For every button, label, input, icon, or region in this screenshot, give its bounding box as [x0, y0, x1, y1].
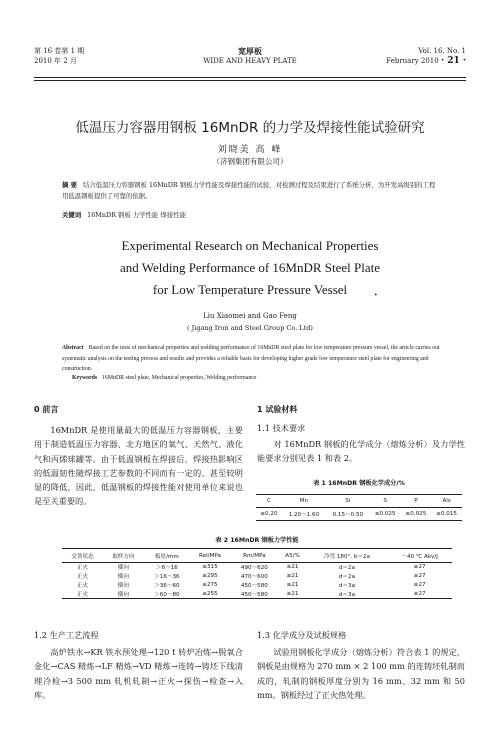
table-row: [62, 572, 452, 581]
table-cell: ≥27: [413, 590, 426, 597]
keywords-cn: [62, 210, 440, 219]
heading-intro: 0 前言: [34, 405, 59, 414]
table-header-cell: S: [370, 495, 401, 508]
table-cell: ≥255: [202, 590, 218, 597]
table-header-cell: Rel/MPa: [190, 549, 230, 563]
table-row: [62, 563, 452, 572]
process-flow-text: 高炉铁水→KR 铁水预处理→120 t 转炉冶炼→脱氧合金化→CAS 精炼→LF 精炼→VD 精炼→连铸→铸坯下线清理冷检→3 500 mm 轧机轧制→正火→探伤→检查→入库。: [34, 647, 243, 700]
table-cell: 横向: [117, 565, 129, 572]
abstract-en-label: Abstract: [62, 345, 84, 351]
keywords-en-text: 16MnDR steel plate, Mechanical properties, Welding performance: [102, 375, 257, 381]
table-cell: 正火: [76, 591, 89, 598]
table-cell: d＝3a: [338, 583, 355, 589]
table-header-row: [256, 495, 462, 508]
tech-req-text: 对 16MnDR 钢板的化学成分（熔炼分析）及力学性能要求分别见表 1 和表 2。: [257, 439, 465, 464]
table-cell: ≥27: [413, 564, 426, 571]
affiliation-cn: （济钢集团有限公司）: [212, 157, 288, 166]
table-cell: d＝3a: [338, 591, 355, 598]
table-cell: ＞36～60: [154, 583, 180, 589]
table-cell: ≤0.025: [374, 511, 396, 517]
table-cell: ≥21: [286, 590, 299, 597]
table-header-cell: 冷弯 180°, b＝2a: [307, 549, 388, 563]
header-rule-thin: [34, 80, 466, 81]
table-header-cell: C: [256, 495, 282, 508]
table-header-cell: P: [401, 495, 432, 508]
table-cell: d＝2a: [338, 565, 355, 572]
table2-caption: 表 2 16MnDR 钢板力学性能: [215, 537, 299, 544]
header-issue: 第 16 卷第 1 期 2010 年 2 月: [34, 47, 85, 65]
authors-cn: 刘晓美 高 峰: [217, 145, 283, 155]
table-cell: ≥21: [286, 582, 299, 588]
table-cell: 470～600: [240, 574, 268, 580]
table-cell: ≥21: [286, 564, 299, 571]
table-cell: ≥275: [202, 582, 218, 588]
keywords-cn-label: 关键词: [62, 211, 82, 219]
abstract-en: [62, 343, 440, 375]
title-en: Experimental Research on Mechanical Properties and Welding Performance of 16MnDR Steel Plate for Low Temperature Pressure Vessel: [119, 238, 381, 297]
table-header-cell: 交货状态: [62, 549, 103, 563]
table-cell: ＞16～36: [154, 574, 180, 580]
footnote-mark: •: [374, 292, 378, 299]
table-cell: ≤0.025: [405, 511, 427, 517]
table-cell: 0.15～0.50: [332, 512, 364, 518]
table-header-cell: Als: [431, 495, 462, 508]
table-cell: ≤0.20: [260, 511, 278, 517]
table-cell: 490～620: [240, 565, 268, 572]
table-header-cell: 取样方向: [103, 549, 144, 563]
heading-process-flow: 1.2 生产工艺流程: [34, 630, 99, 640]
table-cell: 正火: [76, 583, 89, 589]
table-cell: ≥295: [202, 573, 218, 579]
table-cell: 横向: [117, 574, 129, 580]
keywords-cn-text: 16MnDR 钢板 力学性能 焊接性能: [87, 211, 186, 219]
abstract-en-text: Based on the tests of mechanical properties and welding performance of 16MnDR steel plate for low temperature pressure vessel, the article carries out systematic analysis on the testing process and results and provides a reliable basis for developing higher grade low temperature steel plate for engineering and construction.: [62, 345, 440, 372]
table-row: [256, 508, 462, 521]
heading-tech-req: 1.1 技术要求: [257, 423, 306, 433]
table1-chemical-composition: [256, 494, 462, 521]
header-journal: 宽厚板 WIDE AND HEAVY PLATE: [203, 46, 297, 65]
abstract-cn-text: 结合低温压力容器钢板 16MnDR 钢板力学性能及焊接性能的试验，对检测过程及结果进行了系统分析，为开发高级别的工程用低温钢板提供了可靠的依据。: [62, 181, 436, 200]
header-rule-thick: [34, 77, 466, 78]
table-row: [62, 581, 452, 590]
table-cell: 1.20～1.60: [288, 512, 320, 518]
keywords-en-label: Keywords: [72, 375, 98, 381]
table-cell: 正火: [76, 574, 89, 580]
table-header-cell: Mn: [282, 495, 326, 508]
table-cell: d＝2a: [338, 574, 355, 580]
page-number: · 21 ·: [440, 56, 466, 66]
table-header-cell: Si: [326, 495, 370, 508]
table1-caption: 表 1 16MnDR 钢板化学成分/%: [313, 480, 405, 487]
keywords-en: [72, 375, 440, 381]
abstract-cn-label: 摘 要: [62, 181, 78, 189]
title-cn: 低温压力容器用钢板 16MnDR 的力学及焊接性能试验研究: [75, 120, 425, 136]
table-cell: 横向: [117, 583, 129, 589]
table-cell: ≥21: [286, 573, 299, 579]
table-cell: ≥315: [202, 564, 218, 571]
table-cell: ≥27: [413, 573, 426, 579]
table-cell: 450～580: [240, 583, 268, 589]
intro-text: 16MnDR 是使用量最大的低温压力容器钢板，主要用于制造低温压力容器、北方地区的氧气、天然气、液化气和丙烯球罐等。由于低温钢板在焊接后，焊接热影响区的低温韧性随焊接工艺参数的不同而有一定的、甚至较明显的降低，因此，低温钢板的焊接性能对使用单位来说也是至关重要的。: [34, 425, 243, 507]
running-header: [34, 46, 466, 76]
table-header-row: [62, 549, 452, 563]
table-header-cell: 板厚/mm: [144, 549, 190, 563]
table-header-cell: A5/%: [279, 549, 307, 563]
table-cell: ≥27: [413, 582, 426, 588]
table-cell: 450～580: [240, 591, 268, 598]
authors-en: Liu Xiaomei and Gao Feng: [203, 312, 297, 320]
header-volume: Vol. 16. No. 1 February 2010 · 21 ·: [386, 47, 466, 66]
heading-materials: 1 试验材料: [257, 405, 298, 414]
abstract-cn: [62, 180, 440, 202]
table-cell: 正火: [76, 565, 89, 572]
table-cell: ＞6～16: [155, 565, 178, 572]
table-header-cell: Rm/MPa: [230, 549, 279, 563]
composition-spec-text: 试验用钢板化学成分（熔炼分析）符合表 1 的规定，钢板是由规格为 270 mm × 2 100 mm 的连铸坯轧制而成的，轧制的钢板厚度分别为 16 mm、32 mm 和 50 mm。钢板经过了正火热处理。: [257, 647, 465, 700]
table-header-cell: －40 ℃ Akv/J: [387, 549, 452, 563]
heading-composition-spec: 1.3 化学成分及试板规格: [257, 630, 347, 640]
table-cell: ＞60～80: [154, 591, 180, 598]
table-cell: 横向: [117, 591, 129, 598]
table2-mechanical-properties: [62, 548, 452, 599]
table-row: [62, 590, 452, 599]
affiliation-en: ( Jigang Iron and Steel Group Co. Ltd): [187, 324, 313, 332]
table-cell: ≥0.015: [436, 511, 457, 517]
